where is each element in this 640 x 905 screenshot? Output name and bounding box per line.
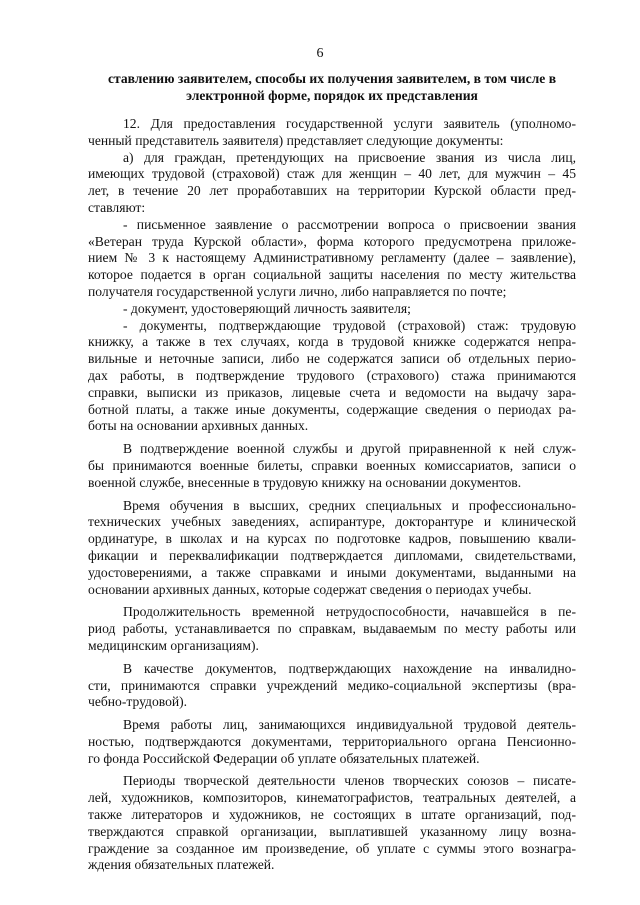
paragraph [88,661,576,711]
text-line: «Ветеран труда Курской области», форма которого предусмотрена приложе- [88,233,576,249]
text-line: Периоды творческой деятельности членов творческих союзов – писате- [123,773,576,789]
document-body [88,116,576,874]
text-line: вильные и неточные записи, либо не содержатся записи об отдельных перио- [88,351,576,367]
text-line: получателя государственной услуги лично, либо направляется по почте; [88,283,507,299]
text-line: медицинским организациям). [88,637,259,653]
text-line: нием № 3 к настоящему Административному регламенту (далее – заявление), [88,250,576,266]
text-line: книжку, а также в тех случаях, когда в трудовой книжке содержатся непра- [88,334,576,350]
text-line: - документы, подтверждающие трудовой (страховой) стаж: трудовую [123,317,576,333]
text-line: - документ, удостоверяющий личность заявителя; [123,300,411,316]
text-line: Время обучения в высших, средних специальных и профессионально- [123,497,576,513]
text-line: боты на основании архивных данных. [88,418,309,434]
text-line: ординатуре, в школах и на курсах по подготовке кадров, повышению квали- [88,531,576,547]
text-line: ждения обязательных платежей. [88,857,275,873]
text-line: граждение за созданное им произведение, об уплате с суммы этого вознагра- [88,840,576,856]
text-line: лей, художников, композиторов, кинематографистов, театральных деятелей, а [88,790,576,806]
heading-line: ставлению заявителем, способы их получения заявителем, в том числе в [107,71,557,86]
paragraph [88,717,576,767]
text-line: Продолжительность временной нетрудоспособности, начавшейся в пе- [123,604,576,620]
text-line: которое подается в орган социальной защиты населения по месту жительства [88,267,576,283]
heading-line: электронной форме, порядок их представления [186,88,478,103]
paragraph [88,773,576,874]
text-line: военной службе, внесенные в трудовую книжку на основании документов. [88,474,522,490]
paragraph [88,217,576,301]
text-line: тверждаются справкой организации, выплатившей указанному лицу возна- [88,823,576,839]
paragraph [88,318,576,436]
paragraph [88,604,576,654]
text-line: ченный представитель заявителя) представляет следующие документы: [88,132,504,148]
text-line: - письменное заявление о рассмотрении вопроса о присвоении звания [123,216,576,232]
paragraph [88,301,576,318]
text-line: В подтверждение военной службы и другой приравненной к ней служ- [123,441,576,457]
text-line: риод работы, устанавливается по справкам, выдаваемым по месту работы или [88,621,576,637]
text-line: го фонда Российской Федерации об уплате обязательных платежей. [88,750,480,766]
paragraph [88,441,576,491]
text-line: основании архивных данных, которые содержат сведения о периодах учебы. [88,581,532,597]
text-line: ботной платы, а также иные документы, содержащие сведения о периодах ра- [88,401,576,417]
text-line: имеющих трудовой (страховой) стаж для женщин – 40 лет, для мужчин – 45 [88,166,576,182]
paragraph [88,498,576,599]
text-line: дах работы, в подтверждение трудового (страхового) стажа принимаются [88,367,576,383]
text-line: справки, выписки из приказов, лицевые счета и ведомости на выдачу зара- [88,384,576,400]
text-line: чебно-трудовой). [88,694,188,710]
text-line: а) для граждан, претендующих на присвоение звания из числа лиц, [123,149,576,165]
text-line: бы принимаются военные билеты, справки военных комиссариатов, записи о [88,457,576,473]
text-line: удостоверениями, а также справками и иными документами, выданными на [88,564,576,580]
text-line: фикации и переквалификации подтверждается дипломами, свидетельствами, [88,547,576,563]
text-line: ставляют: [88,199,146,215]
text-line: Время работы лиц, занимающихся индивидуальной трудовой деятель- [123,717,576,733]
text-line: 12. Для предоставления государственной услуги заявитель (уполномо- [123,116,576,131]
text-line: сти, принимаются справки учреждений медико-социальной экспертизы (вра- [88,677,576,693]
page-number: 6 [316,46,324,61]
text-line: технических учебных заведениях, аспирантуре, докторантуре и клинической [88,514,576,530]
paragraph [88,150,576,217]
text-line: ностью, подтверждаются документами, территориального органа Пенсионно- [88,733,576,749]
text-line: также литераторов и художников, не состоящих в штате организаций, под- [88,807,576,823]
text-line: В качестве документов, подтверждающих нахождение на инвалидно- [123,660,576,676]
section-heading [88,70,576,104]
paragraph [88,116,576,150]
text-line: лет, в течение 20 лет проработавших на территории Курской области пред- [88,183,576,199]
